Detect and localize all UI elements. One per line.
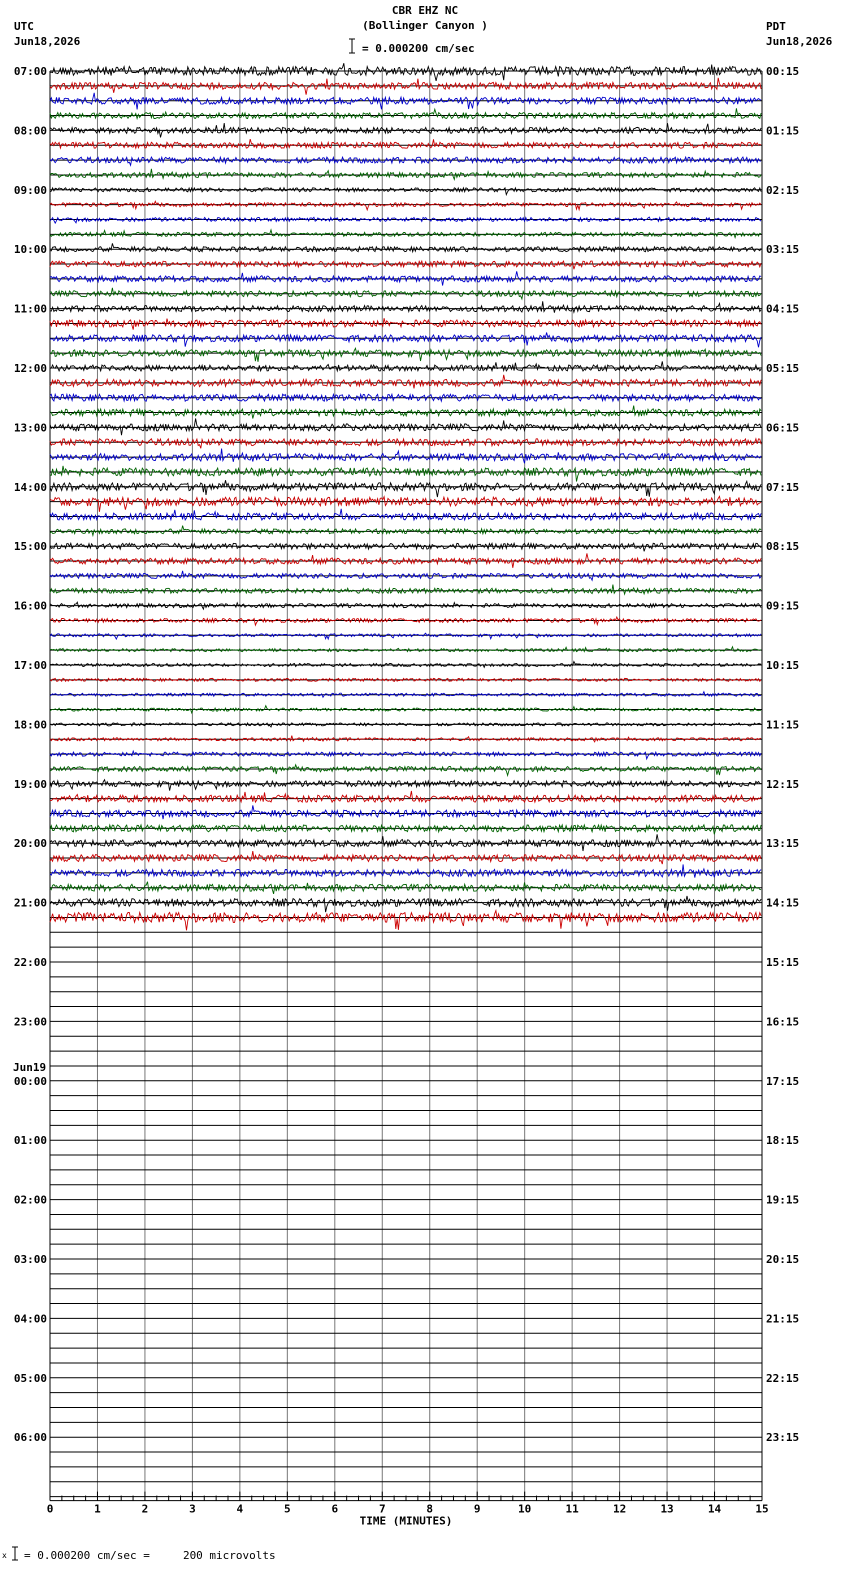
seismic-trace [50,188,761,195]
utc-hour-label: 07:00 [13,65,47,78]
utc-hour-label: 10:00 [13,243,47,257]
seismic-trace [50,751,761,759]
footer-scale-note: = 0.000200 cm/sec = 200 microvolts [24,1549,276,1562]
seismic-trace [50,449,761,464]
seismic-trace [50,261,761,269]
x-tick-label: 5 [284,1502,291,1516]
seismic-trace [50,63,761,81]
pdt-hour-label: 12:15 [766,777,800,791]
x-tick-label: 3 [189,1502,196,1516]
seismic-trace [50,509,761,521]
seismic-trace [50,780,761,791]
utc-hour-label: 17:00 [13,659,47,672]
date-change-label: Jun19 [13,1060,47,1074]
pdt-hour-label: 07:15 [766,480,800,494]
pdt-hour-label: 18:15 [766,1134,800,1148]
utc-hour-label: 11:00 [13,302,47,316]
seismic-trace [50,439,761,449]
seismic-trace [50,230,761,238]
utc-hour-label: 13:00 [13,421,47,435]
pdt-hour-label: 17:15 [766,1074,800,1088]
utc-hour-label: 12:00 [13,362,47,375]
pdt-hour-label: 14:15 [766,896,800,910]
seismic-trace [50,348,761,362]
pdt-hour-label: 16:15 [766,1015,800,1029]
pdt-hour-label: 03:15 [766,243,800,257]
utc-hour-label: 00:00 [13,1074,47,1088]
utc-hour-label: 08:00 [13,124,47,138]
seismic-trace [50,805,761,819]
utc-hour-label: 21:00 [13,896,47,910]
left-timezone: UTC [14,20,34,33]
right-date: Jun18,2026 [766,35,833,48]
x-tick-label: 15 [755,1502,769,1516]
seismic-trace [50,543,761,551]
utc-hour-label: 03:00 [13,1253,47,1266]
seismic-trace [50,585,761,595]
utc-hour-label: 15:00 [13,540,47,554]
pdt-hour-label: 05:15 [766,362,800,375]
utc-hour-label: 14:00 [13,480,47,494]
pdt-hour-label: 23:15 [766,1431,800,1445]
utc-hour-label: 02:00 [13,1193,47,1207]
right-timezone: PDT [766,20,786,33]
seismic-trace [50,911,761,931]
seismic-trace [50,108,761,118]
pdt-hour-label: 15:15 [766,956,800,969]
seismic-trace [50,617,761,625]
seismic-trace [50,139,761,148]
x-tick-label: 0 [46,1502,54,1516]
seismic-trace [50,864,761,877]
utc-hour-label: 04:00 [13,1312,47,1326]
x-tick-label: 2 [141,1502,149,1516]
seismic-trace [50,825,761,834]
utc-hour-label: 22:00 [13,956,47,969]
pdt-hour-label: 04:15 [766,302,800,316]
seismic-trace [50,791,761,803]
x-axis-title: TIME (MINUTES) [359,1514,453,1528]
svg-text:x: x [2,1551,7,1560]
seismic-trace [50,466,761,482]
station-title: CBR EHZ NC [391,4,459,17]
utc-hour-label: 19:00 [13,777,47,791]
footer-scale-icon [2,1546,20,1562]
pdt-hour-label: 09:15 [766,599,800,613]
utc-hour-label: 05:00 [13,1371,47,1385]
left-date: Jun18,2026 [14,35,81,48]
utc-hour-label: 09:00 [13,183,47,197]
seismic-trace [50,157,761,165]
seismic-trace [50,419,761,436]
x-tick-label: 14 [707,1502,722,1516]
x-tick-label: 10 [518,1502,532,1516]
seismic-trace [50,678,761,681]
seismic-trace [50,394,761,401]
seismic-trace [50,243,761,251]
pdt-hour-label: 01:15 [766,124,800,138]
x-tick-label: 1 [94,1502,101,1516]
pdt-hour-label: 10:15 [766,659,800,672]
seismic-trace [50,633,761,639]
seismic-trace [50,647,761,652]
utc-hour-label: 16:00 [13,599,47,613]
x-tick-label: 13 [660,1502,674,1516]
header-scale: = 0.000200 cm/sec [362,42,475,55]
seismic-trace [50,834,761,851]
x-tick-label: 12 [612,1502,627,1516]
pdt-hour-label: 22:15 [766,1371,800,1385]
seismic-trace [50,301,761,312]
seismic-trace [50,480,761,497]
pdt-hour-label: 06:15 [766,421,800,435]
pdt-hour-label: 00:15 [766,65,800,78]
seismogram-traces [50,63,761,930]
utc-hour-label: 20:00 [13,837,47,851]
pdt-hour-label: 19:15 [766,1193,800,1207]
pdt-hour-label: 11:15 [766,718,800,732]
x-tick-label: 11 [565,1502,579,1516]
x-tick-label: 7 [378,1502,386,1516]
utc-hour-label: 18:00 [13,718,47,732]
utc-hour-label: 23:00 [13,1015,47,1029]
x-tick-label: 9 [473,1502,481,1516]
pdt-hour-label: 20:15 [766,1253,800,1266]
seismic-trace [50,896,761,912]
seismic-trace [50,375,761,389]
seismic-trace [50,662,761,668]
x-tick-label: 8 [426,1502,434,1516]
seismic-trace [50,723,761,727]
x-tick-label: 4 [236,1502,244,1516]
utc-hour-label: 06:00 [13,1431,47,1445]
seismic-trace [50,361,761,371]
seismic-trace [50,526,761,536]
seismic-trace [50,765,761,776]
station-location: (Bollinger Canyon ) [362,19,488,32]
pdt-hour-label: 02:15 [766,183,800,197]
seismic-trace [50,217,761,223]
seismic-trace [50,169,761,180]
pdt-hour-label: 13:15 [766,837,800,851]
pdt-hour-label: 08:15 [766,540,800,554]
seismic-trace [50,333,761,348]
pdt-hour-label: 21:15 [766,1312,800,1326]
x-tick-label: 6 [331,1502,339,1516]
utc-hour-label: 01:00 [13,1134,47,1148]
seismic-trace [50,496,761,512]
seismic-trace [50,201,761,210]
